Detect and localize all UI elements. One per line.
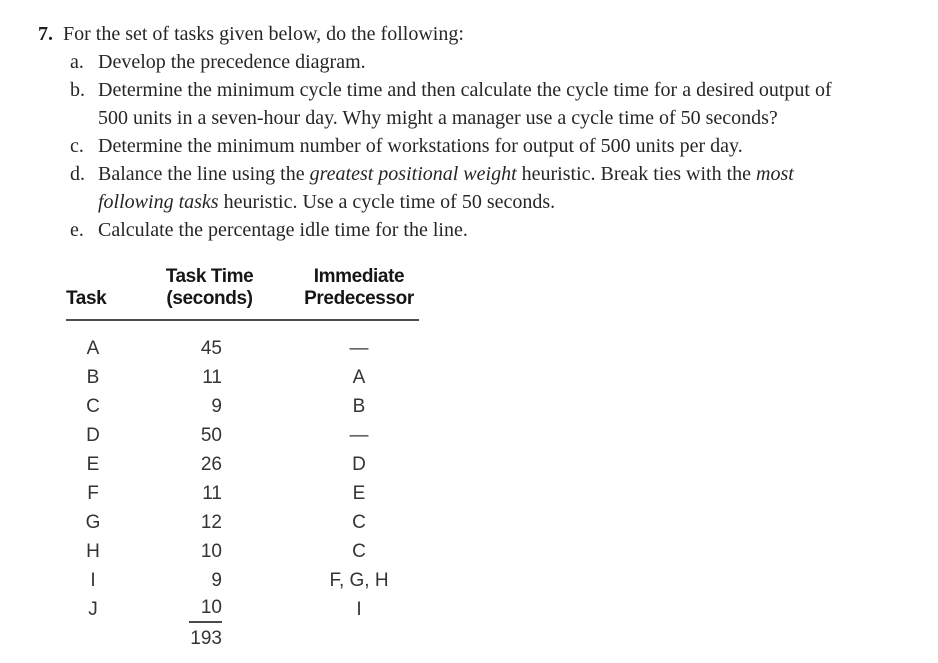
- problem-block: [38, 20, 928, 244]
- task-cell: A: [86, 337, 100, 359]
- time-cell: [152, 425, 267, 447]
- task-cell: I: [90, 569, 96, 591]
- problem-intro-text: For the set of tasks given below, do the following:: [63, 23, 464, 45]
- part-text-run: Develop the precedence diagram.: [98, 51, 366, 73]
- header-immediate-predecessor: [299, 266, 419, 310]
- predecessor-cell: E: [352, 482, 366, 504]
- time-cell: [152, 367, 267, 389]
- task-cell: F: [87, 482, 99, 504]
- predecessor-cell: F, G, H: [329, 569, 389, 591]
- part-label: a.: [70, 51, 84, 73]
- predecessor-cell: C: [352, 540, 366, 562]
- part-text-run: Calculate the percentage idle time for the line.: [98, 219, 468, 241]
- time-value: 10: [189, 597, 222, 623]
- part-label: e.: [70, 219, 84, 241]
- problem-part: [70, 160, 928, 216]
- part-text-run: 500 units in a seven-hour day. Why might a manager use a cycle time of 50 seconds?: [98, 107, 778, 129]
- part-text-italic-run: most: [756, 163, 794, 185]
- problem-part: [70, 48, 928, 76]
- table-row: [66, 479, 419, 508]
- predecessor-cell: —: [349, 424, 369, 446]
- part-text-run: Balance the line using the: [98, 163, 310, 185]
- part-text: [98, 216, 910, 244]
- time-cell: [152, 570, 267, 592]
- table-row: [66, 421, 419, 450]
- total-time-cell: [152, 628, 267, 650]
- time-value: 11: [202, 366, 222, 388]
- table-row: [66, 450, 419, 479]
- part-label: c.: [70, 135, 84, 157]
- header-task: Task: [66, 288, 107, 309]
- task-cell: B: [86, 366, 100, 388]
- task-table-total-row: [66, 627, 419, 651]
- time-cell: [152, 396, 267, 418]
- part-text-run: Determine the minimum cycle time and then calculate the cycle time for a desired output of: [98, 79, 832, 101]
- problem-intro-row: [38, 20, 928, 48]
- part-text-italic-run: following tasks: [98, 191, 219, 213]
- time-value: 50: [200, 424, 222, 446]
- part-text-italic-run: greatest positional weight: [309, 163, 517, 185]
- problem-part: [70, 132, 928, 160]
- time-cell: [152, 597, 267, 623]
- time-value: 45: [200, 337, 222, 359]
- part-label: d.: [70, 163, 85, 185]
- table-row: [66, 363, 419, 392]
- part-text: [98, 160, 910, 216]
- task-table-header: [66, 266, 419, 321]
- predecessor-cell: B: [352, 395, 366, 417]
- time-cell: [152, 512, 267, 534]
- part-text-run: heuristic. Use a cycle time of 50 seconds.: [218, 191, 556, 213]
- time-value: 11: [202, 482, 222, 504]
- time-cell: [152, 483, 267, 505]
- part-text: [98, 76, 910, 132]
- predecessor-cell: —: [349, 337, 369, 359]
- table-row: [66, 566, 419, 595]
- task-cell: E: [86, 453, 100, 475]
- header-predecessor-line1: Immediate: [313, 266, 405, 287]
- time-cell: [152, 338, 267, 360]
- header-task-time-line1: Task Time: [165, 266, 254, 287]
- predecessor-cell: D: [352, 453, 366, 475]
- task-table-rows: [66, 321, 419, 624]
- total-value: 193: [190, 628, 222, 649]
- predecessor-cell: I: [356, 598, 362, 620]
- header-task-time-line2: (seconds): [166, 288, 253, 309]
- predecessor-cell: A: [352, 366, 366, 388]
- time-value: 12: [200, 511, 222, 533]
- time-value: 10: [200, 540, 222, 562]
- time-value: 26: [200, 453, 222, 475]
- time-cell: [152, 541, 267, 563]
- task-cell: J: [88, 598, 98, 620]
- part-text: [98, 132, 910, 160]
- task-cell: D: [86, 424, 100, 446]
- problem-part: [70, 76, 928, 132]
- header-predecessor-line2: Predecessor: [304, 288, 414, 309]
- part-text-run: Determine the minimum number of workstations for output of 500 units per day.: [98, 135, 743, 157]
- table-row: [66, 595, 419, 624]
- task-cell: C: [86, 395, 100, 417]
- task-cell: H: [86, 540, 100, 562]
- problem-number: 7.: [38, 23, 53, 45]
- predecessor-cell: C: [352, 511, 366, 533]
- problem-parts: [70, 48, 928, 244]
- task-table: [66, 266, 419, 651]
- table-row: [66, 508, 419, 537]
- table-row: [66, 392, 419, 421]
- header-task-time: [152, 266, 267, 310]
- part-label: b.: [70, 79, 85, 101]
- part-text: [98, 48, 910, 76]
- part-text-run: heuristic. Break ties with the: [516, 163, 757, 185]
- table-row: [66, 334, 419, 363]
- time-value: 9: [211, 395, 222, 417]
- task-cell: G: [85, 511, 101, 533]
- time-cell: [152, 454, 267, 476]
- time-value: 9: [211, 569, 222, 591]
- problem-part: [70, 216, 928, 244]
- table-row: [66, 537, 419, 566]
